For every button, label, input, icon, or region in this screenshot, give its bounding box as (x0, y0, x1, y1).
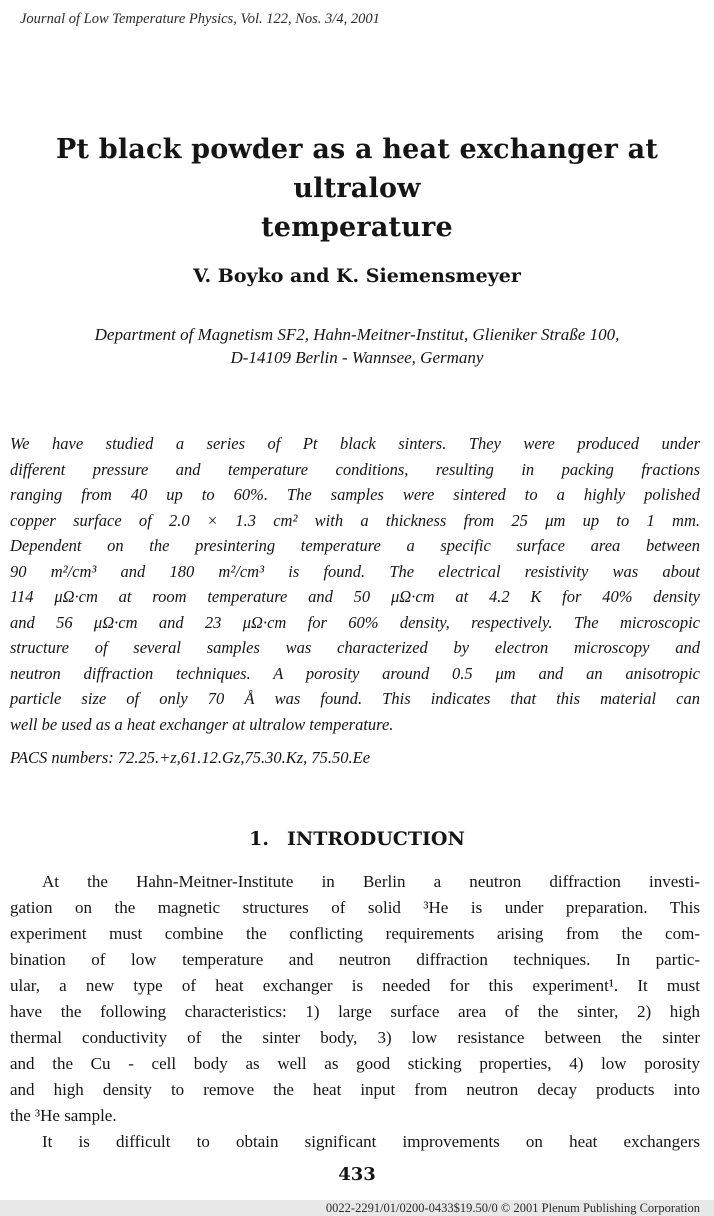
abstract-text (10, 431, 700, 737)
text-line: ranging from 40 up to 60%. The samples were sintered to a highly polished (10, 485, 700, 504)
authors-line: V. Boyko and K. Siemensmeyer (193, 265, 521, 287)
introduction-paragraphs (10, 869, 700, 1155)
text-line: 90 m²/cm³ and 180 m²/cm³ is found. The electrical resistivity was about (10, 561, 700, 581)
text-line: and the Cu - cell body as well as good sticking properties, 4) low porosity (10, 1054, 700, 1073)
text-line: Dependent on the presintering temperature a specific surface area between (10, 536, 700, 555)
pacs-numbers: PACS numbers: 72.25.+z,61.12.Gz,75.30.Kz, 75.50.Ee (10, 748, 371, 767)
text-line: temperature (261, 212, 453, 243)
page-number: 433 (338, 1164, 376, 1185)
text-line: bination of low temperature and neutron diffraction techniques. In partic- (10, 950, 700, 969)
text-line: and 56 μΩ·cm and 23 μΩ·cm for 60% density, respectively. The microscopic (10, 612, 700, 632)
text-line: At the Hahn-Meitner-Institute in Berlin a neutron diffraction investi- (42, 872, 700, 891)
text-line: different pressure and temperature conditions, resulting in packing fractions (10, 459, 700, 479)
text-line: 114 μΩ·cm at room temperature and 50 μΩ·cm at 4.2 K for 40% density (10, 587, 700, 606)
text-line: thermal conductivity of the sinter body, 3) low resistance between the sinter (10, 1028, 700, 1047)
text-line: gation on the magnetic structures of solid ³He is under preparation. This (10, 898, 700, 917)
text-line: Pt black powder as a heat exchanger at ultralow (55, 134, 659, 204)
section-heading (0, 827, 714, 851)
text-line: experiment must combine the conflicting requirements arising from the com- (10, 924, 700, 943)
journal-header: Journal of Low Temperature Physics, Vol. 122, Nos. 3/4, 2001 (20, 11, 380, 27)
text-line: It is difficult to obtain significant improvements on heat exchangers (42, 1132, 700, 1151)
text-line: well be used as a heat exchanger at ultralow temperature. (10, 714, 394, 734)
text-line: the ³He sample. (10, 1106, 117, 1125)
text-line: structure of several samples was characterized by electron microscopy and (10, 638, 700, 657)
paper-title (0, 130, 714, 247)
section-number: 1. (249, 828, 269, 850)
copyright-line: 0022-2291/01/0200-0433$19.50/0 © 2001 Plenum Publishing Corporation (325, 1201, 700, 1215)
text-line: ular, a new type of heat exchanger is needed for this experiment¹. It must (10, 976, 700, 995)
affiliation (0, 323, 714, 369)
text-line: and high density to remove the heat input from neutron decay products into (10, 1080, 700, 1099)
text-line: D-14109 Berlin - Wannsee, Germany (230, 348, 484, 367)
text-line: We have studied a series of Pt black sinters. They were produced under (10, 434, 700, 453)
text-line: Department of Magnetism SF2, Hahn-Meitner-Institut, Glieniker Straße 100, (94, 325, 620, 344)
section-title: INTRODUCTION (286, 828, 465, 850)
text-line: particle size of only 70 Å was found. This indicates that this material can (10, 689, 700, 708)
text-line: have the following characteristics: 1) large surface area of the sinter, 2) high (10, 1002, 700, 1021)
text-line: copper surface of 2.0 × 1.3 cm² with a thickness from 25 μm up to 1 mm. (10, 510, 700, 530)
text-line: neutron diffraction techniques. A porosity around 0.5 μm and an anisotropic (10, 663, 700, 683)
